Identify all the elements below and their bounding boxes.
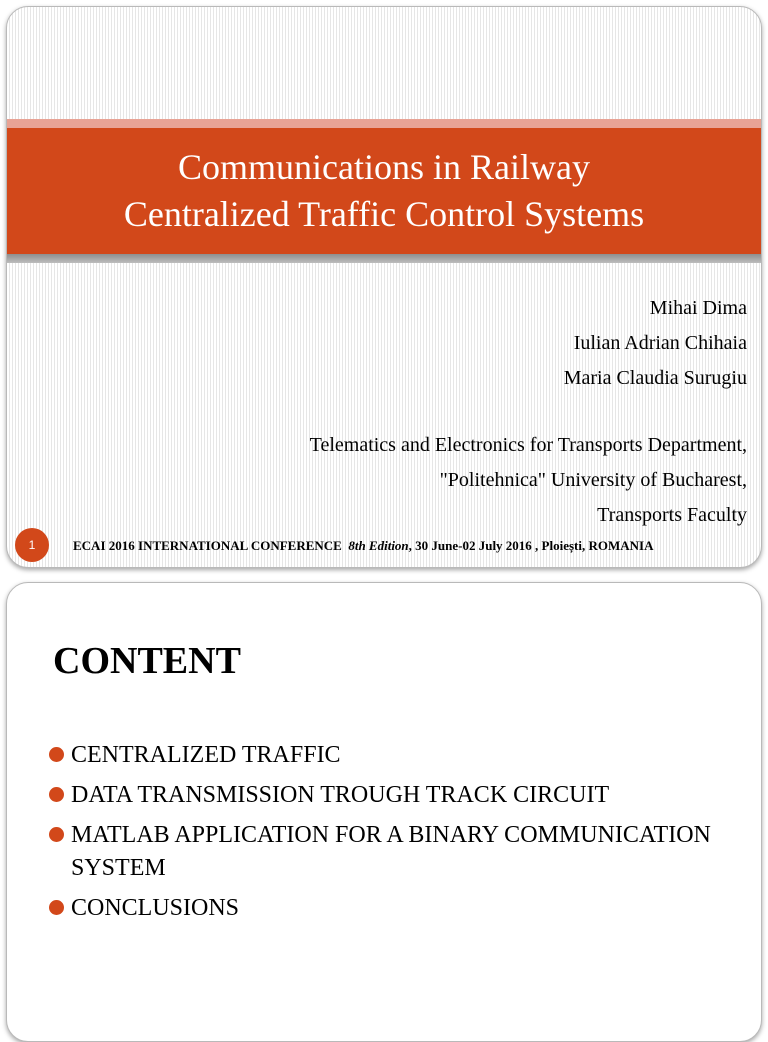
bullet-dot-icon	[49, 747, 64, 762]
title-band-top-stripe	[7, 119, 761, 128]
bullet-item	[47, 739, 747, 772]
slide-title-line2: Centralized Traffic Control Systems	[123, 194, 645, 234]
slide-title	[124, 144, 644, 238]
bullet-dot-icon	[49, 787, 64, 802]
author-name: Maria Claudia Surugiu	[563, 367, 747, 389]
bullet-item	[47, 892, 747, 925]
affiliation	[310, 428, 747, 533]
footer-conference: ECAI 2016 INTERNATIONAL CONFERENCE	[73, 538, 342, 553]
content-slide	[6, 582, 762, 1042]
author-name: Mihai Dima	[649, 297, 747, 319]
bullet-text: MATLAB APPLICATION FOR A BINARY COMMUNICATION SYSTEM	[71, 822, 711, 881]
content-bullet-list	[47, 739, 747, 932]
footer-edition: 8th Edition	[348, 538, 409, 553]
content-heading: CONTENT	[53, 640, 241, 682]
title-band-bottom-stripe	[7, 254, 761, 263]
author-name: Iulian Adrian Chihaia	[573, 332, 747, 354]
bullet-dot-icon	[49, 827, 64, 842]
affiliation-line: Telematics and Electronics for Transports Department,	[309, 434, 747, 456]
affiliation-line: "Politehnica" University of Bucharest,	[439, 469, 747, 491]
affiliation-line: Transports Faculty	[597, 504, 747, 526]
author-list	[564, 291, 747, 396]
bullet-text: CENTRALIZED TRAFFIC	[71, 742, 341, 768]
bullet-item	[47, 819, 747, 885]
footer-details: , 30 June-02 July 2016 , Ploiești, ROMANIA	[408, 538, 654, 553]
conference-footer	[73, 538, 654, 554]
bullet-text: CONCLUSIONS	[71, 895, 240, 921]
title-band	[7, 128, 761, 254]
slide-number-badge: 1	[15, 528, 49, 562]
slide-title-line1: Communications in Railway	[178, 147, 590, 187]
bullet-text: DATA TRANSMISSION TROUGH TRACK CIRCUIT	[71, 782, 610, 808]
bullet-dot-icon	[49, 900, 64, 915]
title-slide	[6, 6, 762, 568]
bullet-item	[47, 779, 747, 812]
